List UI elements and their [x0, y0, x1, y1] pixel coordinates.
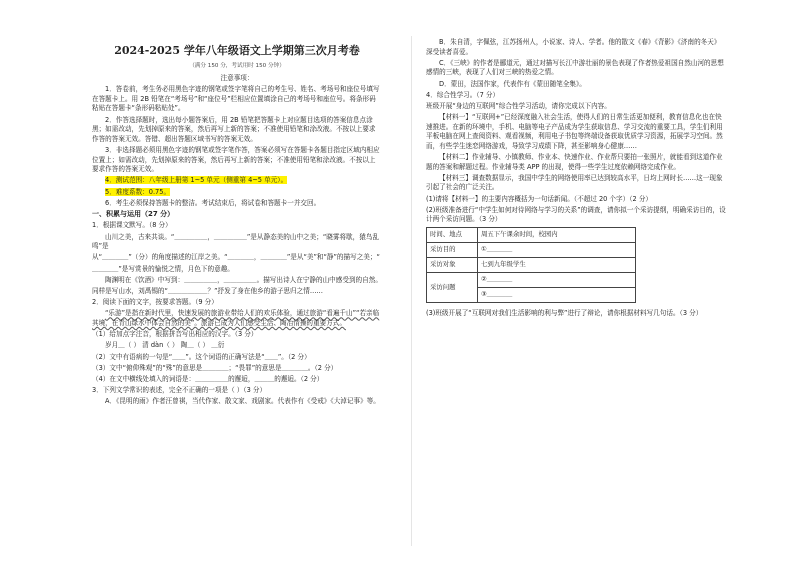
q1-line-3: ＿＿＿＿”是写赏景的愉悦之情，月色下的意趣。	[92, 264, 234, 273]
table-cell: 时间、地点	[427, 228, 478, 243]
table-cell: 采访目的	[427, 243, 478, 258]
q3-prompt: 3．下列文学常识的表述，完全不正确的一项是（ ）（3 分）	[92, 386, 267, 395]
q2-sub-3: （2）文中有语病的一句是“＿＿”。这个词语的正确写法是“＿＿”。（2 分）	[92, 352, 311, 361]
column-divider	[411, 36, 412, 546]
table-cell[interactable]: ③＿＿＿＿	[478, 288, 636, 303]
note-1: 1．答卷前，考生务必用黑色字迹的钢笔或签字笔将自己的考生号、姓名、考场号和座位号填写在答题卡上。用 2B 铅笔在“考场号”和“座位号”栏相应位置填涂自己的考场号和座位号。将条形码粘贴在答题卡“条形码粘贴处”。	[92, 85, 380, 113]
note-2: 2．作答选择题时，选出每小题答案后，用 2B 铅笔把答题卡上对应题目选项的答案信息点涂黑；如需改动，先划掉原来的答案，然后再写上新的答案；不准使用铅笔和涂改液。不按以上要求作答的答案无效。答错、超出答题区域书写的答案无效。	[92, 115, 376, 143]
q2-sub-5: （4）在文中横线处填入的词语是：＿＿＿＿＿的邂逅，＿＿＿的邂逅。（2 分）	[92, 374, 324, 383]
note-4: 4．测试范围：八年级上册第 1~5 单元（侧重第 4~5 单元）。	[105, 176, 288, 185]
q4-sub-3: (3)班级开展了“互联网对我们生活影响的利与弊”进行了辩论，请你根据材料写几句话。（3 分）	[426, 309, 703, 318]
q4-sub-1: (1)请将【材料一】的主要内容概括为一句话新闻。（不超过 20 个字）（2 分）	[426, 194, 653, 203]
q2-prompt: 2．阅读下面的文字，按要求答题。（9 分）	[92, 298, 218, 307]
table-cell: 周五下午课余时间，校园内	[478, 228, 636, 243]
q2-sub-2: 岁月＿（ ） 清 dàn（ ） 陶＿（ ） ＿衍	[105, 341, 225, 350]
table-cell: 采访问题	[427, 273, 478, 303]
q1-line-4: 陶渊明在《饮酒》中写到：＿＿＿＿＿，＿＿＿＿＿。描写出诗人在宁静的山中感受到的自然。	[105, 275, 382, 284]
q3-option-d: D．蒙田，法国作家，代表作有《蒙田随笔全集》。	[439, 79, 586, 88]
q4-intro: 班级开展“身边的互联网”综合性学习活动，请你完成以下内容。	[426, 101, 611, 110]
q4-sub-2: (2)班级准备进行“中学生如何对待网络与学习的关系”的调查，请你拟一个采访提纲，明确采访目的，设计两个采访问题。（3 分）	[426, 205, 726, 224]
material-2: 【材料二】作业辅导、小镇教师、作业本、快速作业、作业帮只要拍一张照片，就能看到这道作业题的答案和解题过程。作业辅导类 APP 的出现，使得一些学生过度依赖网络完成作业。	[426, 153, 723, 171]
q1-line-2: 从“＿＿＿＿”（分）的角度描述的江岸之美。“＿＿＿＿，＿＿＿＿”是从“美”和“静”的描写之美；“	[92, 253, 380, 262]
table-row	[427, 273, 636, 288]
q3-option-a: A．《昆明的雨》作者汪曾祺，当代作家、散文家、戏剧家。代表作有《受戒》《大淖记事》等。	[105, 397, 380, 406]
page-subtitle: （满分 150 分，考试用时 150 分钟）	[189, 63, 285, 69]
material-1: 【材料一】“互联网+”已经深度融入社会生活，使得人们的日常生活更加便利，教育信息化也在快速推进。在新的环境中，手机、电脑等电子产品成为学生获取信息、学习交流的重要工具，学生们利用平板电脑在网上查阅资料、观看视频，利用电子书包等终端设备获取优质学习资源，拓展学习空间。然而，有些学生迷恋网络游戏，导致学习成绩下降，甚至影响身心健康……	[426, 113, 723, 150]
right-column	[426, 38, 726, 320]
q1-prompt: 1．根据课文默写。（8 分）	[92, 221, 172, 230]
table-cell[interactable]: ②＿＿＿＿	[478, 273, 636, 288]
q1-line-1: 山川之美，古来共谈。“＿＿＿＿＿，＿＿＿＿＿”是从静态美的山中之美；“晓雾将歇，猿鸟乱鸣”是	[92, 232, 379, 251]
note-6: 6．考生必须保持答题卡的整洁。考试结束后，将试卷和答题卡一并交回。	[105, 198, 321, 207]
notes-heading: 注意事项：	[220, 74, 254, 82]
q1-line-5: 同样是写山水，刘禹锡的“＿＿＿＿＿＿？”抒发了身在他乡的游子思归之情……	[92, 287, 324, 295]
table-cell[interactable]: ①＿＿＿＿	[478, 243, 636, 258]
table-cell: 采访对象	[427, 258, 478, 273]
note-5: 5．难度系数：0.75。	[105, 187, 171, 196]
page-title: 2024-2025 学年八年级语文上学期第三次月考卷	[114, 44, 360, 57]
table-row	[427, 258, 636, 273]
note-3: 3．非选择题必须用黑色字迹的钢笔或签字笔作答，答案必须写在答题卡各题目指定区域内相应位置上；如需改动，先划掉原来的答案，然后再写上新的答案；不准使用铅笔和涂改液。不按以上要求作答的答案无效。	[92, 145, 380, 174]
table-cell: 七到九年级学生	[478, 258, 636, 273]
table-row	[427, 228, 636, 243]
section1-heading: 一、积累与运用（27 分）	[92, 210, 175, 219]
q3-option-b: B．朱自清，字佩弦，江苏扬州人，小说家、诗人、学者。他的散文《春》《背影》《济南的冬天》深受读者喜爱。	[426, 38, 721, 56]
table-row	[427, 243, 636, 258]
q2-sub-4: （3）文中“俯仰殊观”的“殊”的意思是＿＿＿＿；“畏罪”的意思是＿＿＿＿。（2 分）	[92, 363, 338, 372]
q2-sub-1: （1）给加点字注音，根据拼音写出相应的汉字。（3 分）	[92, 330, 258, 339]
q4-prompt: 4．综合性学习。（7 分）	[426, 90, 500, 99]
left-column	[92, 74, 382, 408]
q3-option-c: C．《三峡》的作者是郦道元，通过对描写长江中游壮丽的景色表现了作者热爱祖国自然山河的思想感情的三峡，表现了人们对三峡的热爱之情。	[426, 58, 724, 77]
interview-table	[426, 227, 636, 303]
q2-passage: “乐游”是指在新时代里，快速发展的旅游业带给人们的欢乐体验，通过旅游“看遍千山”“若亲临其境，在青山绿水中体会自然的美”。旅游已成为人们感受生活、陶冶情操的重要方式。	[92, 309, 380, 327]
material-3: 【材料三】调查数据显示，我国中学生的网络使用率已达到较高水平，日均上网时长……这一现象引起了社会的广泛关注。	[426, 173, 723, 192]
